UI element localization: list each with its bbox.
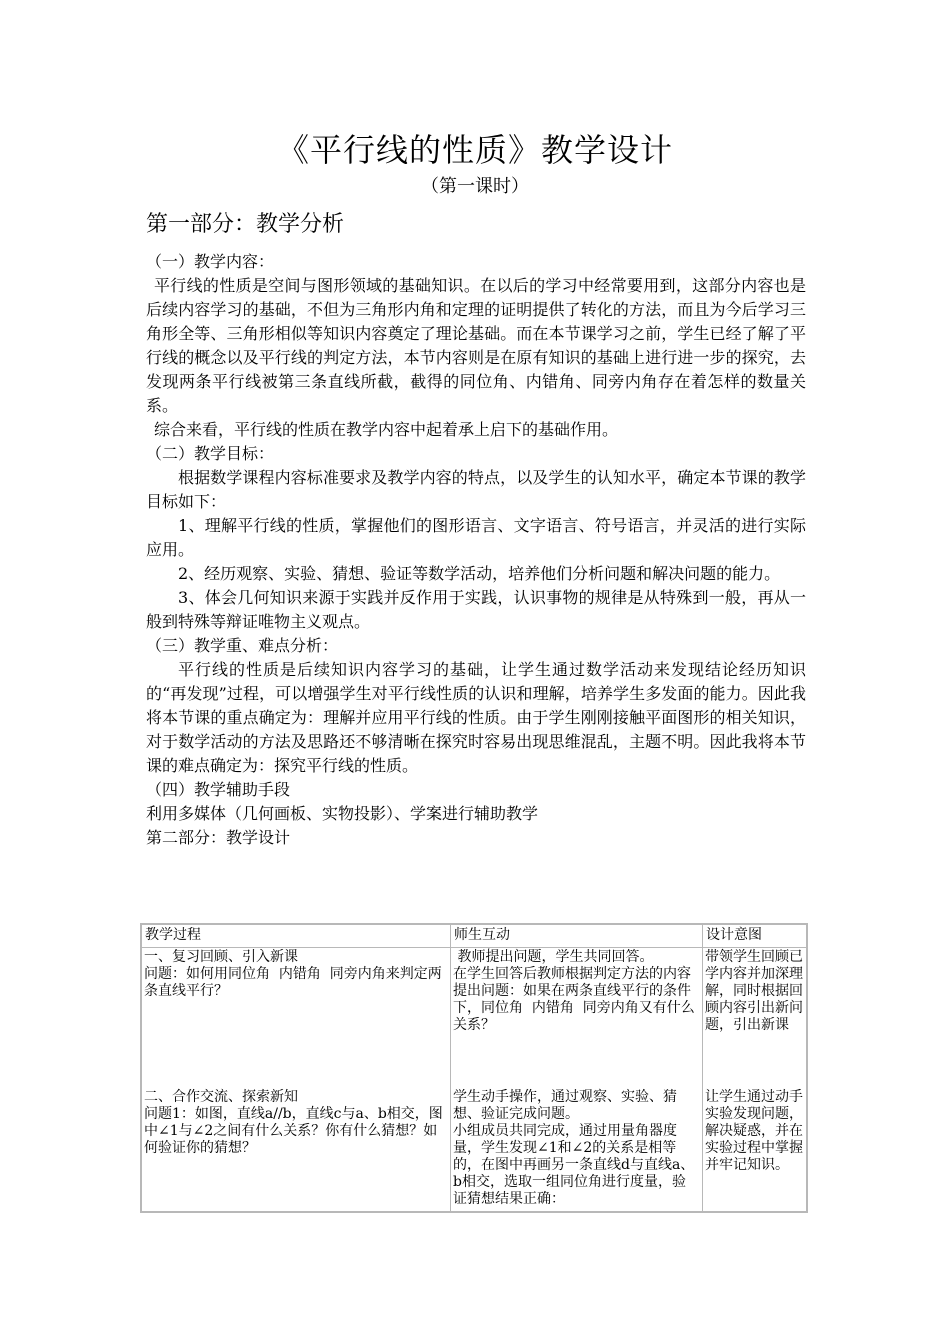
document-body [146,250,806,850]
goal-item-2: 2、经历观察、实验、猜想、验证等数学活动，培养他们分析问题和解决问题的能力。 [178,564,781,583]
part2-heading: 第二部分：教学设计 [146,828,291,847]
table-cell-intent: 带领学生回顾已学内容并加深理解，同时根据回顾内容引出新问题，引出新课 [705,949,803,1033]
section1-paragraph1: 平行线的性质是空间与图形领域的基础知识。在以后的学习中经常要用到，这部分内容也是后续内容学习的基础，不但为三角形内角和定理的证明提供了转化的方法，而且为今后学习三角形全等、三角形相似等知识内容奠定了理论基础。而在本节课学习之前，学生已经了解了平行线的概念以及平行线的判定方法，本节内容则是在原有知识的基础上进行进一步的探究，去发现两条平行线被第三条直线所截，截得的同位角、内错角、同旁内角存在着怎样的数量关系。 [146,276,806,415]
table-cell-process: 二、合作交流、探索新知 问题1：如图，直线a//b，直线c与a、b相交，图中∠1与∠2之间有什么关系？你有什么猜想？如何验证你的猜想？ [144,1089,443,1156]
table-cell-interaction: 学生动手操作，通过观察、实验、猜想、验证完成问题。 小组成员共同完成，通过用量角器度量，学生发现∠1和∠2的关系是相等的，在图中再画另一条直线d与直线a、b相交，选取一组同位角进行度量，验证猜想结果正确： [453,1089,695,1207]
goal-item-1: 1、理解平行线的性质，掌握他们的图形语言、文字语言、符号语言，并灵活的进行实际应用。 [146,516,806,559]
section4-paragraph1: 利用多媒体（几何画板、实物投影）、学案进行辅助教学 [146,804,539,823]
table-header-divider [142,947,806,948]
section2-paragraph1: 根据数学课程内容标准要求及教学内容的特点，以及学生的认知水平，确定本节课的教学目标如下： [146,468,806,511]
document-title: 《平行线的性质》教学设计 [276,131,673,169]
section3-heading: （三）教学重、难点分析： [146,636,339,655]
table-cell-intent: 让学生通过动手实验发现问题，解决疑惑，并在实验过程中掌握并牢记知识。 [705,1089,803,1173]
goal-item-3: 3、体会几何知识来源于实践并反作用于实践，认识事物的规律是从特殊到一般，再从一般到特殊等辩证唯物主义观点。 [146,588,806,631]
table-header-process: 教学过程 [145,927,201,943]
section4-heading: （四）教学辅助手段 [146,780,291,799]
table-header-interaction: 师生互动 [454,927,510,943]
section3-paragraph1: 平行线的性质是后续知识内容学习的基础，让学生通过数学活动来发现结论经历知识的“再发现”过程，可以增强学生对平行线性质的认识和理解，培养学生多发面的能力。因此我将本节课的重点确定为：理解并应用平行线的性质。由于学生刚刚接触平面图形的相关知识，对于数学活动的方法及思路还不够清晰在探究时容易出现思维混乱，主题不明。因此我将本节课的难点确定为：探究平行线的性质。 [146,660,806,775]
table-header-intent: 设计意图 [706,927,762,943]
section2-heading: （二）教学目标： [146,444,275,463]
section1-paragraph2: 综合来看，平行线的性质在教学内容中起着承上启下的基础作用。 [154,420,619,439]
section1-heading: （一）教学内容： [146,252,275,271]
lesson-design-table [140,923,808,1213]
document-subtitle: （第一课时） [421,176,529,197]
part1-heading: 第一部分：教学分析 [146,212,345,237]
table-cell-process: 一、复习回顾、引入新课 问题：如何用同位角 内错角 同旁内角来判定两条直线平行？ [144,949,442,999]
table-cell-interaction: 教师提出问题，学生共同回答。 在学生回答后教师根据判定方法的内容提出问题：如果在两条直线平行的条件下，同位角 内错角 同旁内角又有什么关系？ [453,949,695,1033]
